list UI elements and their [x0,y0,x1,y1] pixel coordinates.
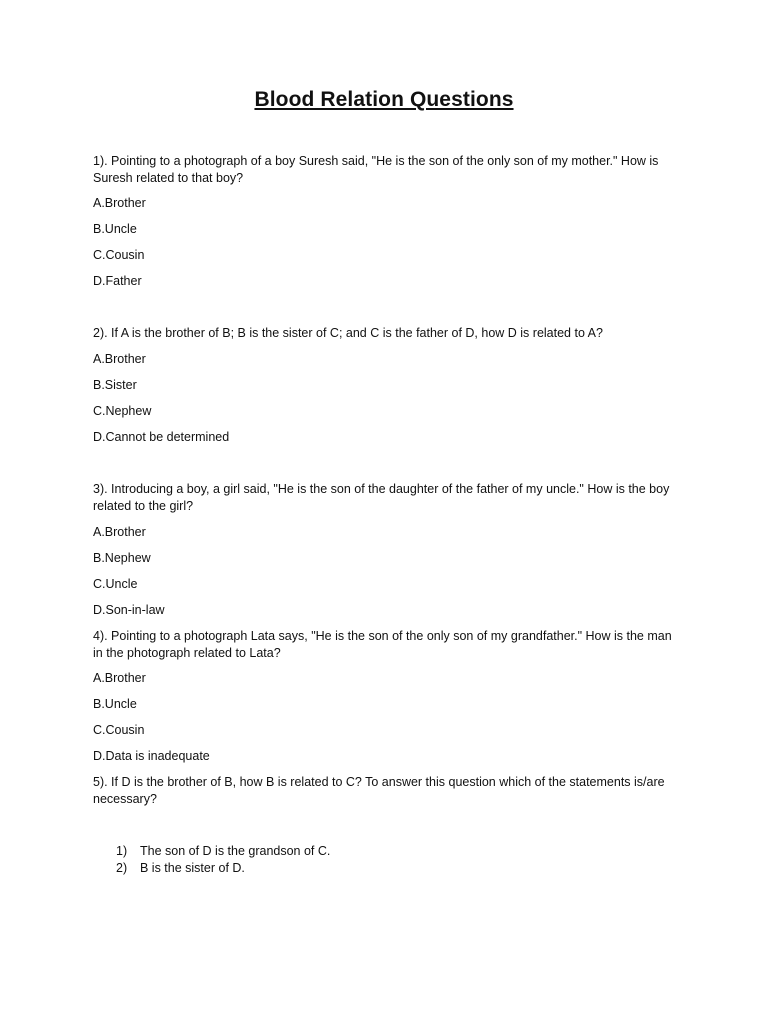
question-3-option-a: A.Brother [93,525,146,539]
question-4-text: 4). Pointing to a photograph Lata says, "He is the son of the only son of my grandfather." How is the man in the photograph related to Lata? [93,629,672,660]
question-2-option-c: C.Nephew [93,404,152,418]
question-2-option-a: A.Brother [93,352,146,366]
question-5-statement-2 [116,860,245,876]
question-2-option-d: D.Cannot be determined [93,430,230,444]
question-4-option-c: C.Cousin [93,723,145,737]
question-2-option-b: B.Sister [93,378,137,392]
question-2-text: 2). If A is the brother of B; B is the sister of C; and C is the father of D, how D is related to A? [93,326,603,340]
statement-text: B is the sister of D. [140,861,245,875]
question-1-option-d: D.Father [93,274,142,288]
question-1-option-c: C.Cousin [93,248,145,262]
question-4-option-b: B.Uncle [93,697,137,711]
question-4-option-a: A.Brother [93,671,146,685]
page-title: Blood Relation Questions [254,88,514,111]
question-3-option-d: D.Son-in-law [93,603,165,617]
question-5-text: 5). If D is the brother of B, how B is related to C? To answer this question which of the statements is/are necessary? [93,775,665,806]
question-3-option-b: B.Nephew [93,551,151,565]
question-3-option-c: C.Uncle [93,577,138,591]
question-5-statement-1 [116,843,330,859]
question-3-text: 3). Introducing a boy, a girl said, "He is the son of the daughter of the father of my uncle." How is the boy related to the girl? [93,482,670,513]
question-4-option-d: D.Data is inadequate [93,749,210,763]
statement-number: 2) [116,861,128,875]
question-1-option-b: B.Uncle [93,222,137,236]
question-1-text: 1). Pointing to a photograph of a boy Suresh said, "He is the son of the only son of my mother." How is Suresh related to that boy? [93,154,659,185]
statement-number: 1) [116,844,128,858]
statement-text: The son of D is the grandson of C. [140,844,331,858]
question-1-option-a: A.Brother [93,196,146,210]
